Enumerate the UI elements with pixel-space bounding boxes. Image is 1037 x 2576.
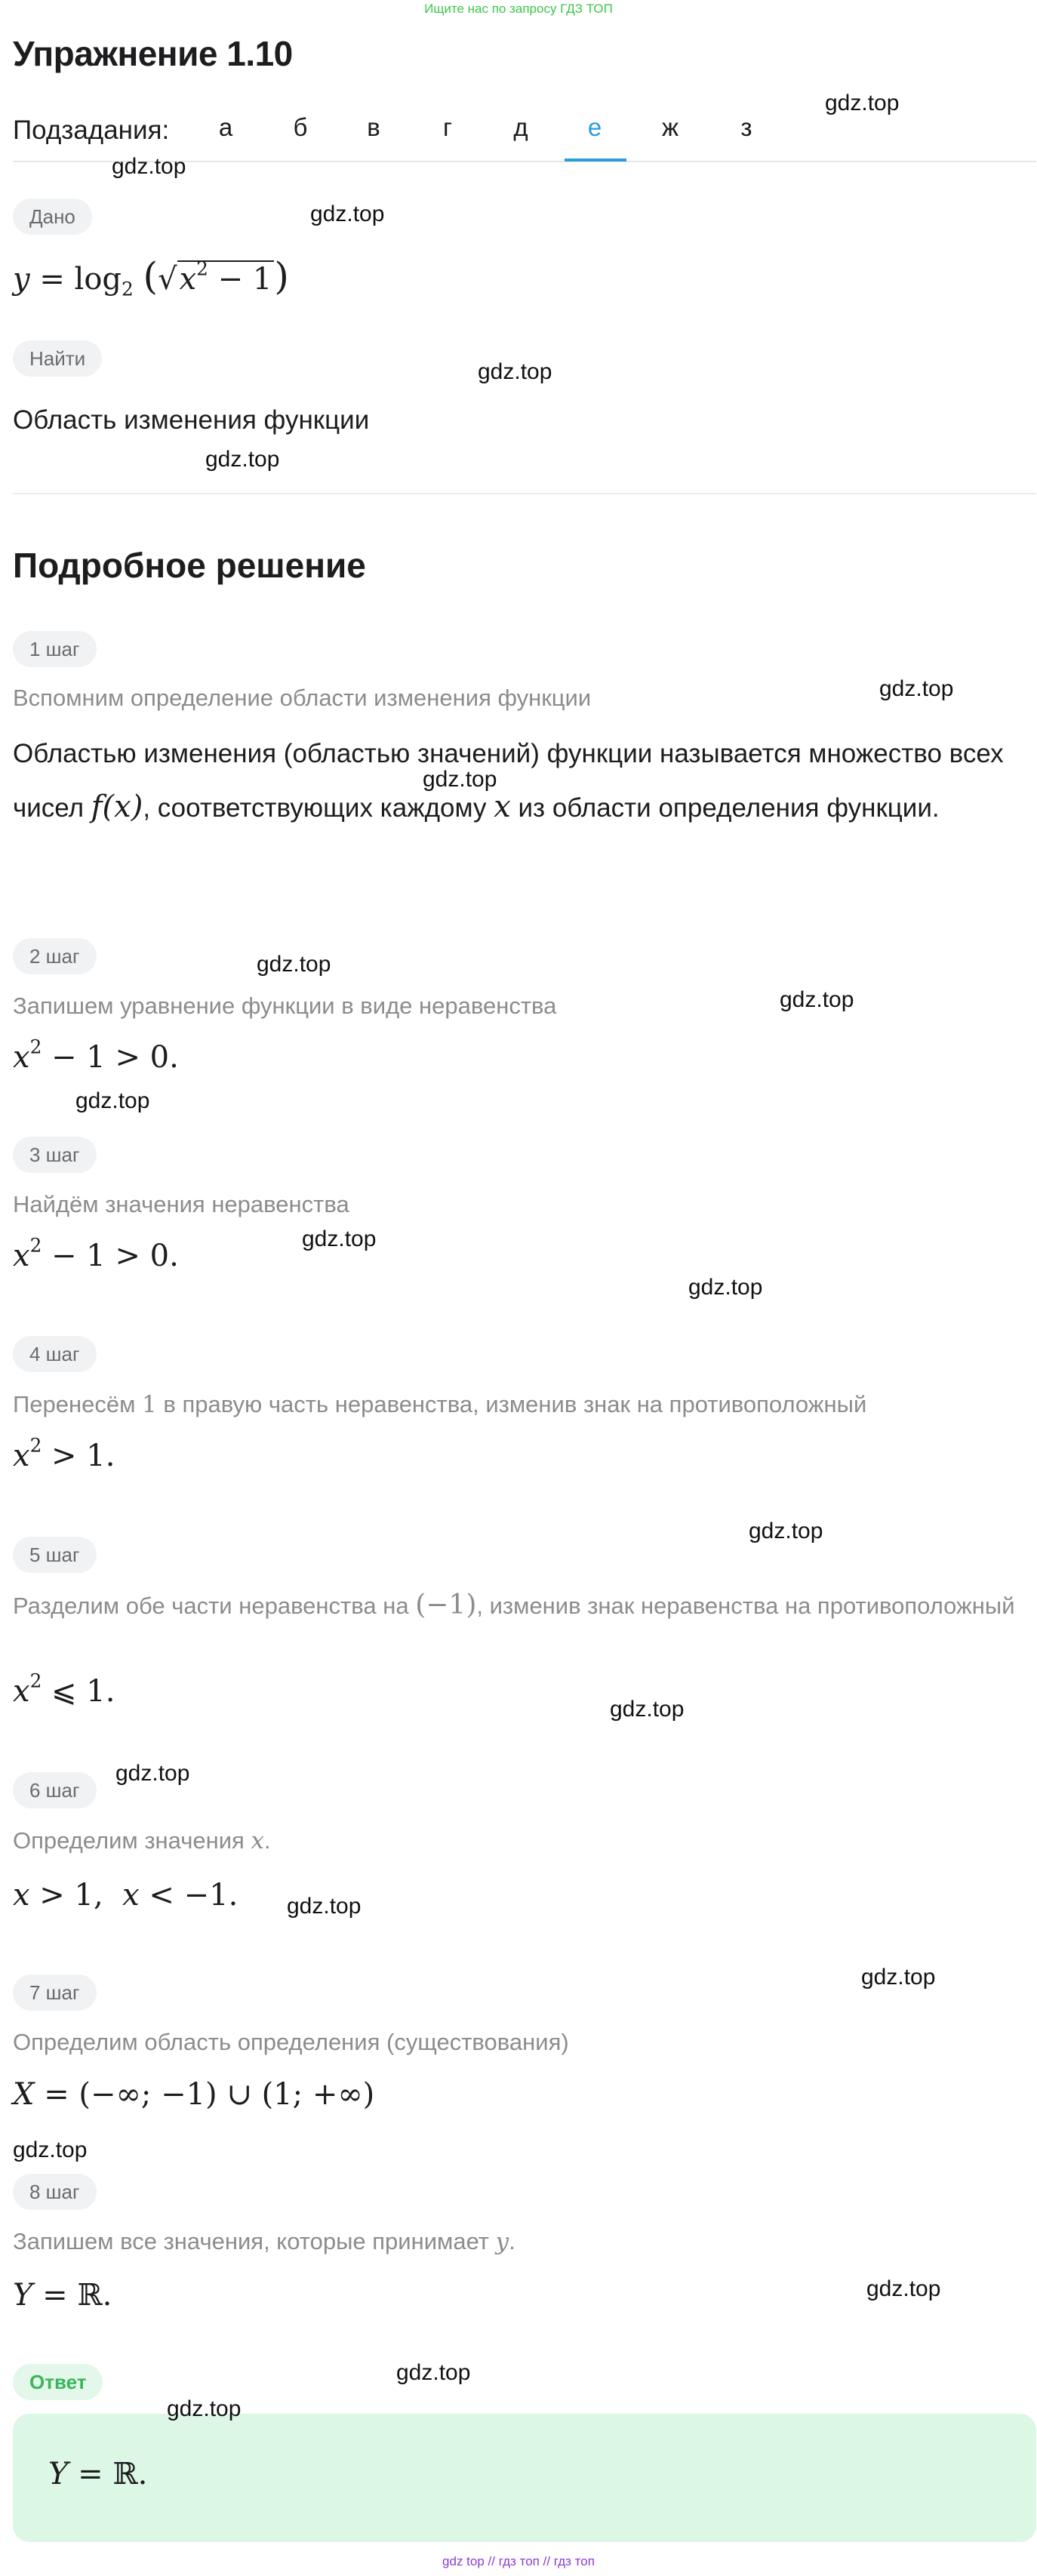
watermark: gdz.top (13, 2137, 88, 2162)
watermark: gdz.top (688, 1275, 763, 1300)
tab-v[interactable]: в (367, 113, 380, 141)
watermark: gdz.top (115, 1761, 190, 1786)
watermark: gdz.top (205, 447, 280, 472)
subtasks-label: Подзадания: (13, 115, 170, 145)
watermark: gdz.top (861, 1965, 936, 1990)
answer-formula: Y = ℝ. (48, 2457, 148, 2491)
watermark: gdz.top (75, 1088, 150, 1113)
step-1-pill: 1 шаг (13, 631, 97, 667)
answer-pill: Ответ (13, 2364, 103, 2400)
watermark: gdz.top (749, 1519, 823, 1543)
step-8-description: Запишем все значения, которые принимает y. (13, 2228, 515, 2255)
watermark: gdz.top (112, 154, 186, 179)
step-3-formula: $x^2 - 1 > 0$. (13, 1234, 179, 1273)
page-title: Упражнение 1.10 (13, 34, 293, 73)
watermark: gdz.top (310, 202, 385, 226)
watermark: gdz.top (866, 2276, 941, 2301)
watermark: gdz.top (167, 2396, 242, 2421)
watermark: gdz.top (610, 1697, 685, 1722)
given-formula: $y = \log_2 (√x^2 - 1)$ (13, 254, 289, 300)
tab-a[interactable]: а (218, 113, 233, 141)
step-2-formula: $x^2 - 1 > 0$. (13, 1036, 179, 1075)
watermark: gdz.top (396, 2360, 471, 2385)
step-7-formula: X = (−∞; −1) ∪ (1; +∞) (13, 2077, 375, 2112)
watermark: gdz.top (302, 1226, 377, 1251)
step-2-description: Запишем уравнение функции в виде неравенства (13, 993, 557, 1019)
tab-e[interactable]: е (587, 113, 602, 141)
footer-separator: // (543, 2554, 551, 2568)
step-1-description: Вспомним определение области изменения функции (13, 685, 592, 711)
step-8-pill: 8 шаг (13, 2174, 97, 2210)
step-5-formula: $x^2$ ⩽ 1. (13, 1670, 115, 1709)
step-7-description: Определим область определения (существования) (13, 2029, 569, 2055)
step-7-pill: 7 шаг (13, 1974, 97, 2011)
step-6-pill: 6 шаг (13, 1772, 97, 1808)
tab-b[interactable]: б (293, 113, 308, 141)
watermark: gdz.top (478, 359, 552, 384)
footer-links (0, 2554, 1037, 2569)
footer-separator: // (488, 2554, 495, 2568)
step-5-pill: 5 шаг (13, 1537, 97, 1573)
active-tab-underline (565, 158, 626, 162)
footer-link[interactable]: гдз топ (498, 2554, 540, 2568)
footer-link[interactable]: gdz top (442, 2554, 485, 2568)
tab-zh[interactable]: ж (661, 113, 679, 141)
find-text: Область изменения функции (13, 405, 370, 435)
find-pill: Найти (13, 340, 102, 377)
watermark: gdz.top (825, 91, 900, 115)
watermark: gdz.top (780, 987, 854, 1012)
step-3-description: Найдём значения неравенства (13, 1191, 349, 1217)
answer-box (13, 2414, 1036, 2542)
step-6-description: Определим значения x. (13, 1827, 271, 1854)
step-5-description: Разделим обе части неравенства на (−1), изменив знак неравенства на противоположный (13, 1590, 1015, 1620)
watermark: gdz.top (287, 1894, 362, 1919)
step-4-pill: 4 шаг (13, 1336, 97, 1372)
top-banner[interactable]: Ищите нас по запросу ГДЗ ТОП (424, 2, 613, 16)
tab-g[interactable]: г (442, 113, 453, 141)
step-1-text: Областью изменения (областью значений) функции называется множество всех чисел f(x), соответствующих каждому x из области определения функции. (13, 739, 1004, 824)
solution-title: Подробное решение (13, 546, 366, 585)
watermark: gdz.top (879, 676, 954, 701)
step-4-description: Перенесём 1 в правую часть неравенства, изменив знак на противоположный (13, 1391, 867, 1418)
watermark: gdz.top (257, 952, 331, 977)
step-4-formula: $x^2 > 1$. (13, 1434, 115, 1473)
tab-z[interactable]: з (740, 113, 752, 141)
step-6-formula: x > 1, x < −1. (13, 1878, 238, 1913)
step-3-pill: 3 шаг (13, 1137, 97, 1173)
watermark: gdz.top (423, 767, 497, 792)
step-2-pill: 2 шаг (13, 938, 97, 974)
step-8-formula: Y = ℝ. (13, 2278, 112, 2313)
section-divider (13, 493, 1036, 494)
given-pill: Дано (13, 199, 92, 235)
tab-d[interactable]: д (513, 113, 528, 141)
footer-link[interactable]: гдз топ (553, 2554, 595, 2568)
